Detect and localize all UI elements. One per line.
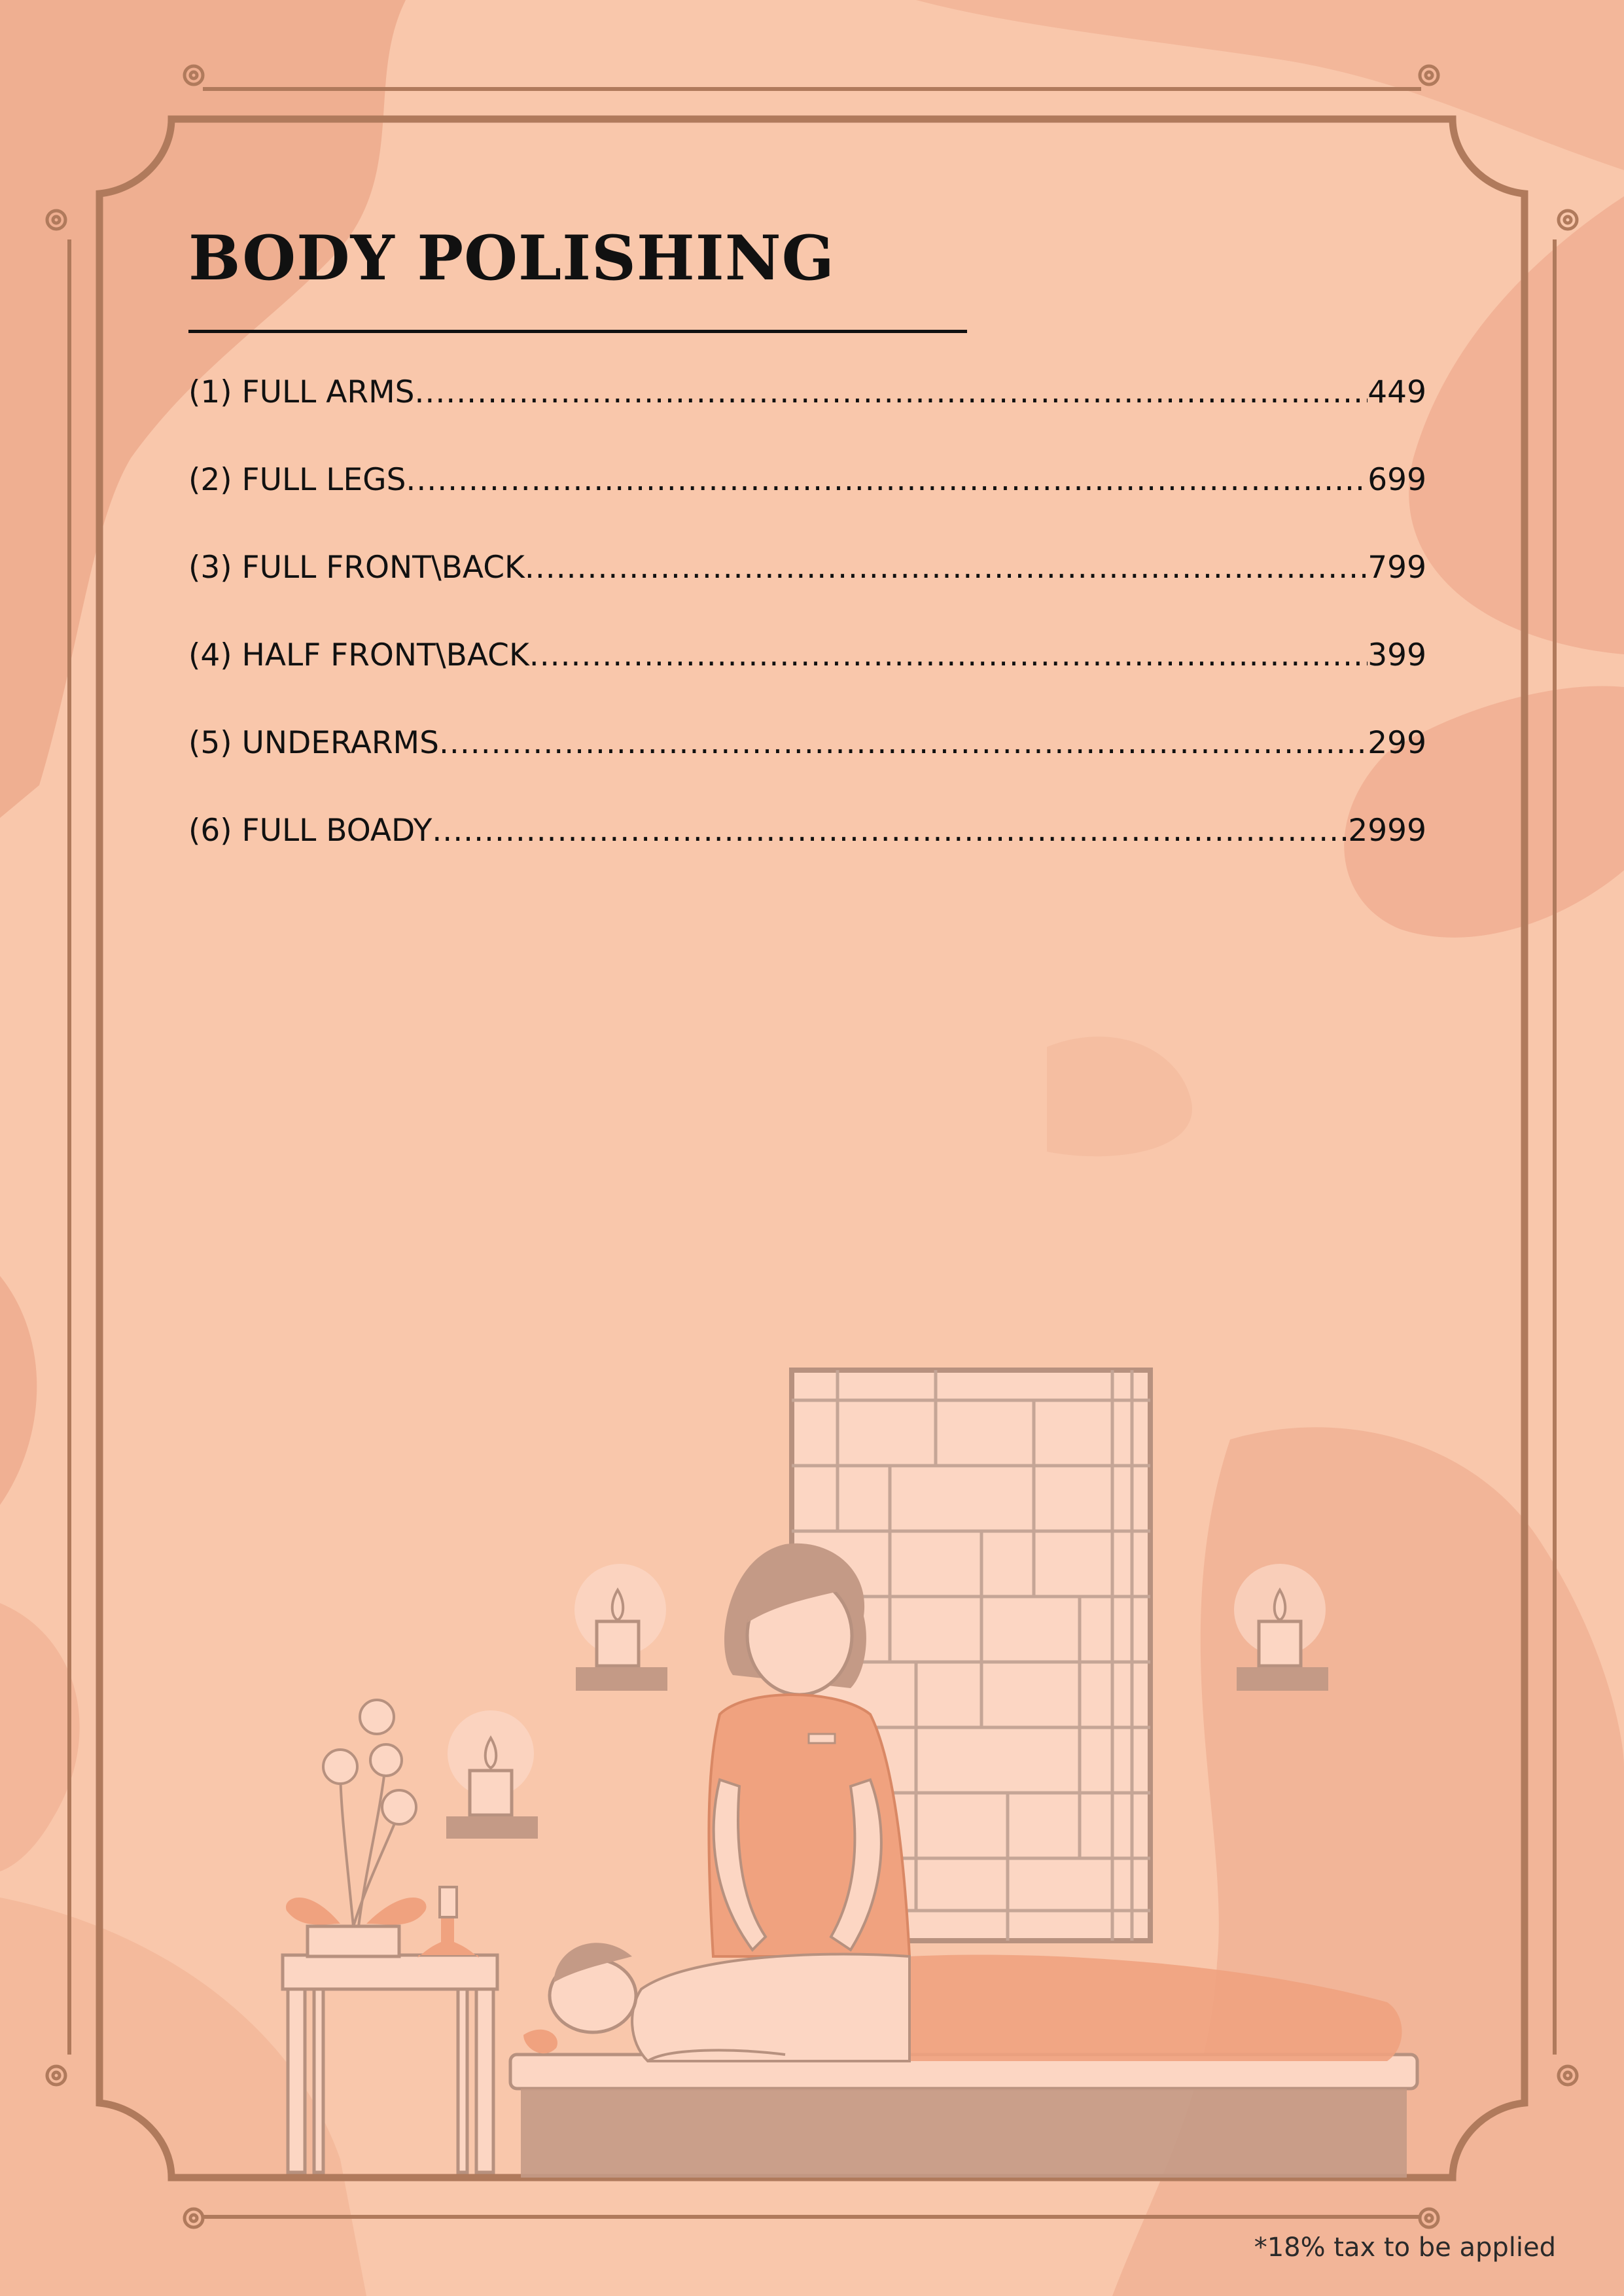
- item-number: (2): [188, 462, 232, 498]
- item-number: (4): [188, 637, 232, 673]
- item-price: 699: [1368, 462, 1426, 498]
- dot-leader: [432, 813, 1348, 849]
- item-number: (5): [188, 725, 232, 761]
- oil-bottle: [417, 1887, 478, 1958]
- item-name: HALF FRONT\BACK: [241, 637, 529, 673]
- item-price: 2999: [1348, 813, 1426, 849]
- item-price: 299: [1368, 725, 1426, 761]
- dot-leader: [525, 550, 1368, 586]
- list-item: [188, 725, 1436, 813]
- item-name: FULL BOADY: [241, 813, 432, 849]
- price-list: [188, 374, 1436, 900]
- item-name: FULL LEGS: [241, 462, 406, 498]
- dot-leader: [529, 637, 1368, 673]
- page-title: BODY POLISHING: [188, 222, 835, 294]
- item-name: FULL FRONT\BACK: [241, 550, 525, 586]
- candle-small: [446, 1710, 538, 1839]
- list-item: [188, 550, 1436, 637]
- massage-table: [510, 2055, 1417, 2178]
- dot-leader: [406, 462, 1368, 498]
- item-price: 799: [1368, 550, 1426, 586]
- item-price: 449: [1368, 374, 1426, 410]
- candle-right: [1234, 1564, 1328, 1691]
- item-number: (1): [188, 374, 232, 410]
- candle-left: [574, 1564, 667, 1691]
- item-number: (3): [188, 550, 232, 586]
- list-item: [188, 462, 1436, 550]
- list-item: [188, 374, 1436, 462]
- list-item: [188, 637, 1436, 725]
- side-table: [283, 1955, 497, 2172]
- item-number: (6): [188, 813, 232, 849]
- tax-footnote: *18% tax to be applied: [1254, 2233, 1556, 2263]
- dot-leader: [439, 725, 1368, 761]
- dot-leader: [414, 374, 1368, 410]
- title-underline: [188, 330, 967, 333]
- flower-vase: [286, 1700, 427, 1956]
- item-name: UNDERARMS: [241, 725, 439, 761]
- item-name: FULL ARMS: [241, 374, 415, 410]
- list-item: [188, 813, 1436, 900]
- item-price: 399: [1368, 637, 1426, 673]
